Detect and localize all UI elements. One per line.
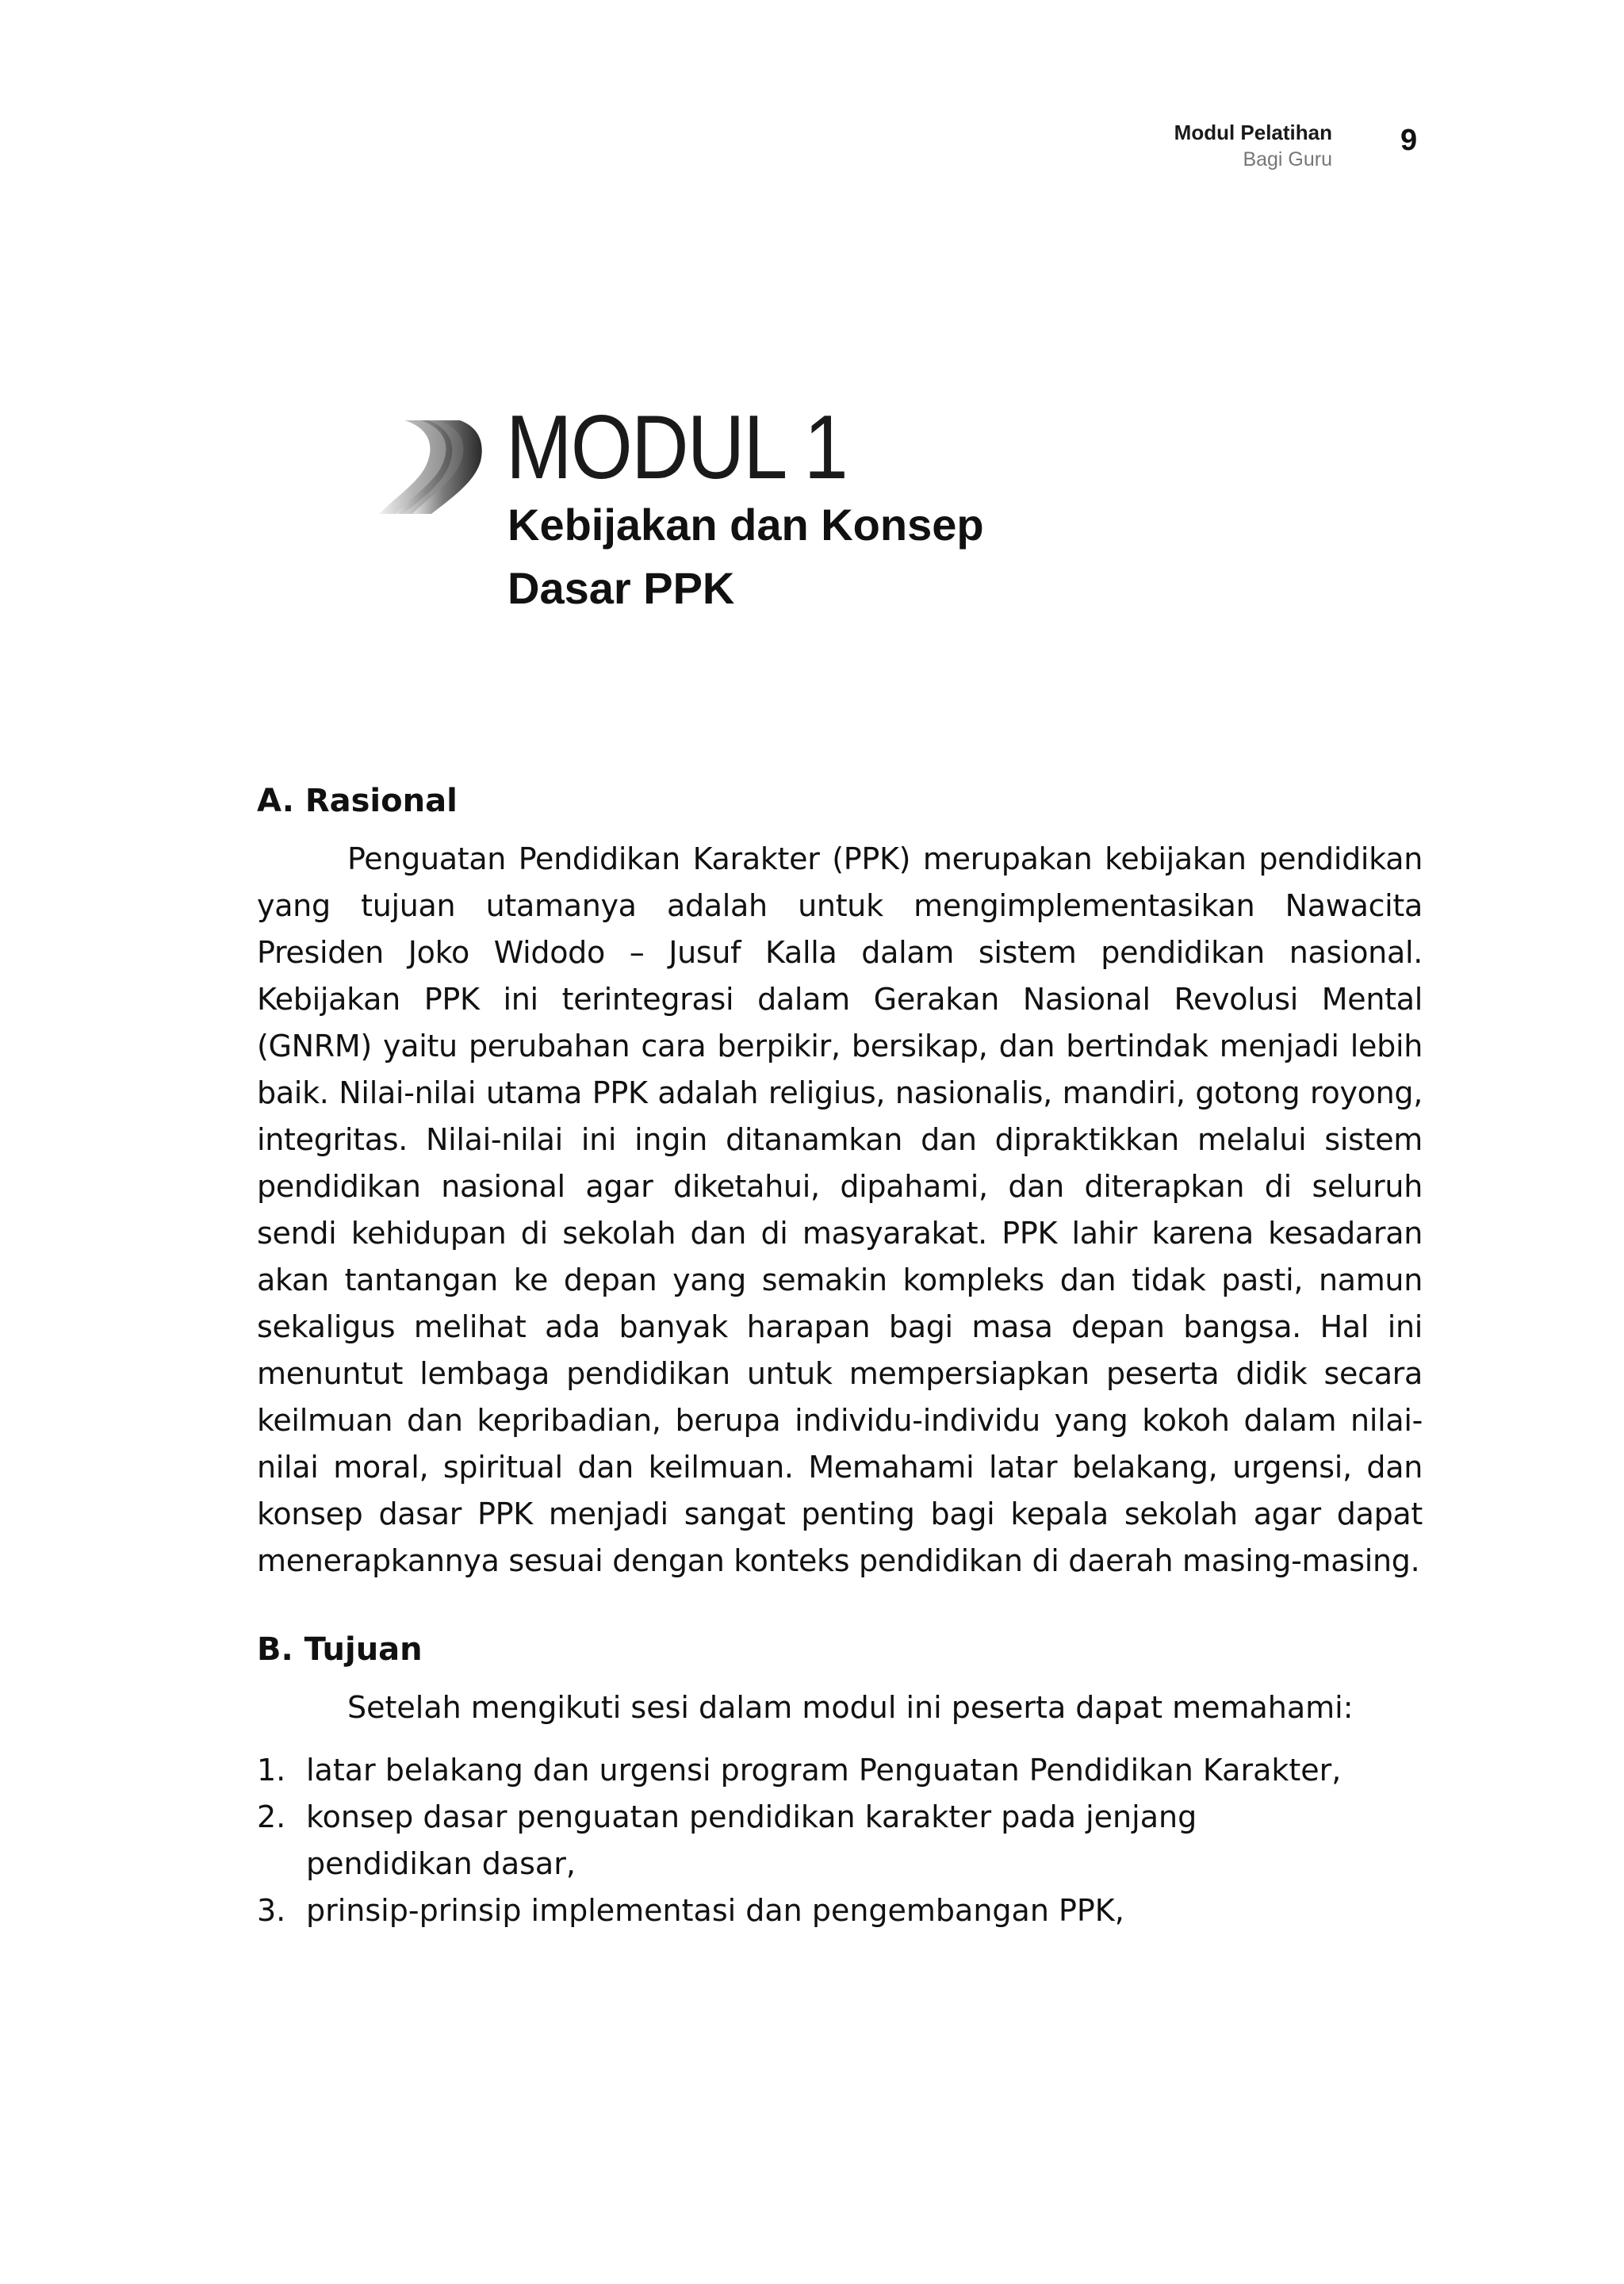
tujuan-intro: Setelah mengikuti sesi dalam modul ini peserta dapat memahami: [347, 1690, 1354, 1725]
wave-ribbon-icon [379, 420, 484, 514]
list-item-number: 2. [257, 1799, 286, 1834]
header-title: Modul Pelatihan [1174, 121, 1332, 144]
list-item [257, 1794, 1423, 1887]
module-heading: MODUL 1 [506, 397, 847, 498]
running-header [1174, 119, 1332, 173]
section-heading-rasional: A. Rasional [257, 783, 458, 819]
header-subtitle: Bagi Guru [1243, 148, 1332, 171]
list-item-text: latar belakang dan urgensi program Penguatan Pendidikan Karakter, [306, 1753, 1342, 1788]
list-item [257, 1887, 1423, 1934]
tujuan-list [257, 1747, 1423, 1934]
rasional-paragraph: Penguatan Pendidikan Karakter (PPK) merupakan kebijakan pendidikan yang tujuan utamanya adalah untuk mengimplementasikan Nawacita Presiden Joko Widodo – Jusuf Kalla dalam sistem pendidikan nasional. Kebijakan PPK ini terintegrasi dalam Gerakan Nasional Revolusi Mental (GNRM) yaitu perubahan cara berpikir, bersikap, dan bertindak menjadi lebih baik. Nilai-nilai utama PPK adalah religius, nasionalis, mandiri, gotong royong, integritas. Nilai-nilai ini ingin ditanamkan dan dipraktikkan melalui sistem pendidikan nasional agar diketahui, dipahami, dan diterapkan di seluruh sendi kehidupan di sekolah dan di masyarakat. PPK lahir karena kesadaran akan tantangan ke depan yang semakin kompleks dan tidak pasti, namun sekaligus melihat ada banyak harapan bagi masa depan bangsa. Hal ini menuntut lembaga pendidikan untuk mempersiapkan peserta didik secara keilmuan dan kepribadian, berupa individu-individu yang kokoh dalam nilai-nilai moral, spiritual dan keilmuan. Memahami latar belakang, urgensi, dan konsep dasar PPK menjadi sangat penting bagi kepala sekolah agar dapat menerapkannya sesuai dengan konteks pendidikan di daerah masing-masing. [257, 841, 1423, 1578]
section-heading-tujuan: B. Tujuan [257, 1631, 423, 1668]
main-content [257, 777, 1423, 1934]
list-item [257, 1747, 1423, 1794]
page-number: 9 [1400, 124, 1418, 157]
list-item-text: prinsip-prinsip implementasi dan pengembangan PPK, [306, 1893, 1124, 1928]
module-subtitle: Kebijakan dan Konsep Dasar PPK [508, 500, 984, 613]
list-item-text: konsep dasar penguatan pendidikan karakter pada jenjang pendidikan dasar, [306, 1799, 1197, 1881]
list-item-number: 3. [257, 1893, 286, 1928]
list-item-number: 1. [257, 1753, 286, 1788]
